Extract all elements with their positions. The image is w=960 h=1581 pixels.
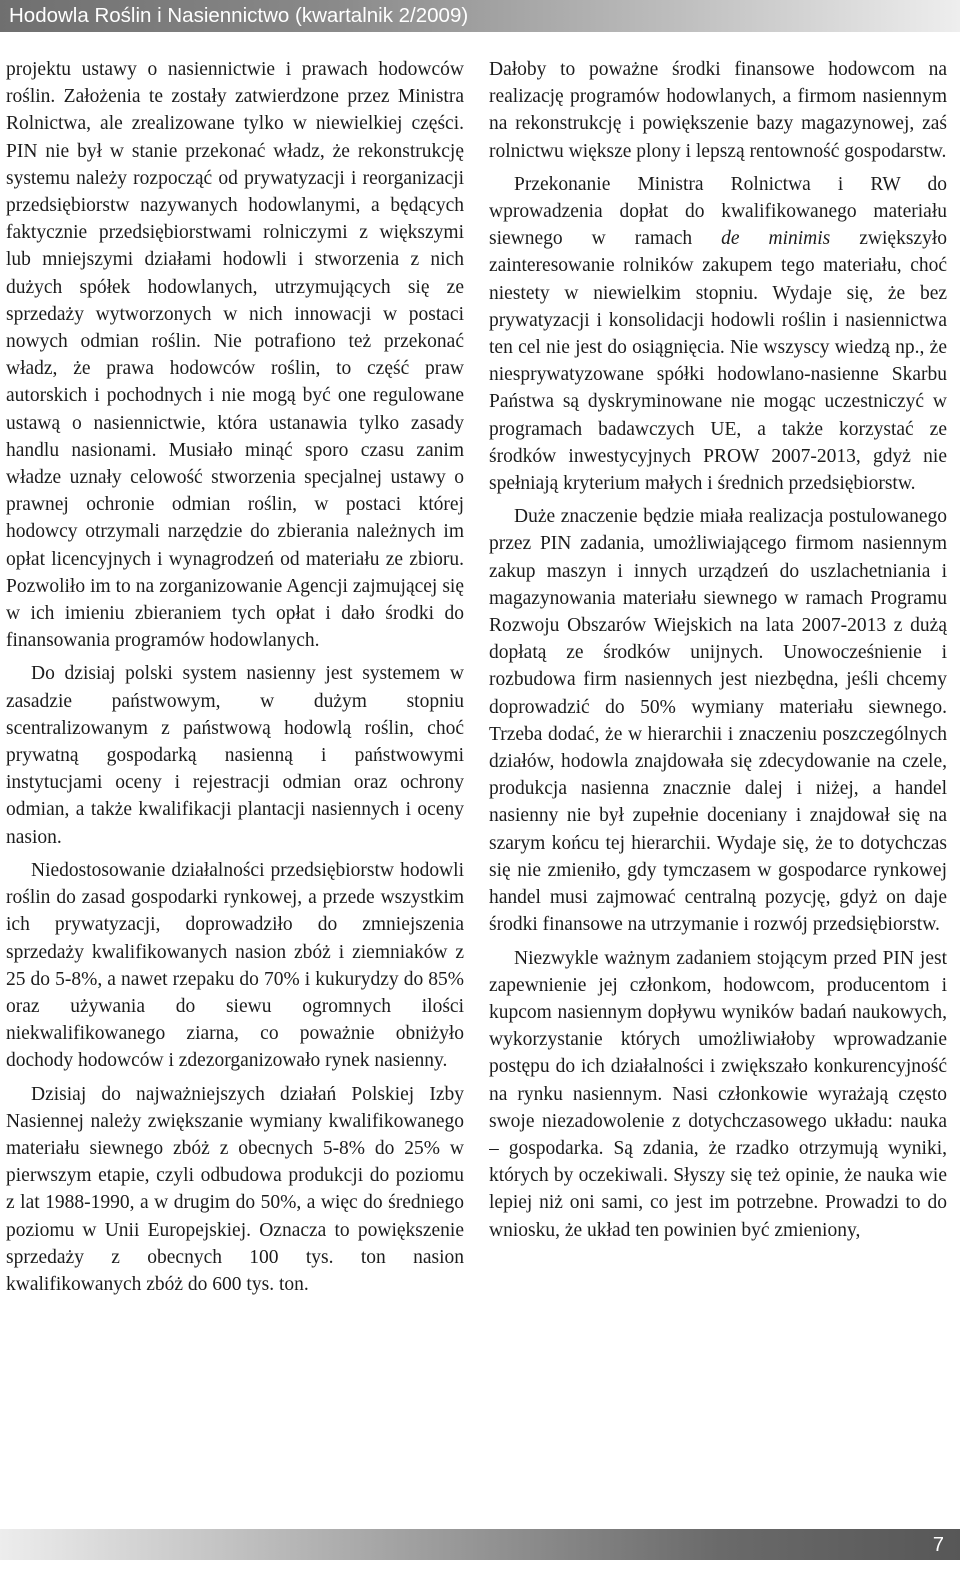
paragraph: projektu ustawy o nasiennictwie i prawach hodowców roślin. Założenia te zostały zatwierdzone przez Ministra Rolnictwa, ale zrealizowane tylko w niewielkiej części. PIN nie był w stanie przekonać władz, że rekonstrukcję systemu należy rozpocząć od prywatyzacji i reorganizacji przedsiębiorstw nazywanych hodowlanymi, a będących faktycznie przedsiębiorstwami rolniczymi z większymi lub mniejszymi działami hodowli i stworzenia z nich dużych spółek hodowlanych, utrzymujących się ze sprzedaży wytworzonych w nich innowacji w postaci nowych odmian roślin. Nie potrafiono też przekonać władz, że prawa hodowców roślin, to część praw autorskich i pochodnych i nie mogą być one regulowane ustawą o nasiennictwie, która ustanawia tylko zasady handlu nasionami. Musiało minąć sporo czasu zanim władze uznały celowość stworzenia specjalnej ustawy o prawnej ochronie odmian roślin, w postaci której hodowcy otrzymali narzędzie do zbierania należnych im opłat licencyjnych i wynagrodzeń od materiału ze zbioru. Pozwoliło im to na zorganizowanie Agencji zajmującej się w ich imieniu zbieraniem tych opłat i dało środki do finansowania programów hodowlanych. <box>6 59 464 652</box>
left-column <box>6 56 464 1486</box>
paragraph-text: zwiększyło zainteresowanie rolników zakupem tego materiału, choć niestety w niewielkim stopniu. Wydaje się, że bez prywatyzacji i konsolidacji hodowli roślin i nasiennictwa ten cel nie jest do osiągnięcia. Nie wszyscy wiedzą np., że niesprywatyzowane spółki hodowlano-nasienne Skarbu Państwa są dyskryminowane nie mogąc uczestniczyć w programach badawczych UE, a także korzystać ze środków inwestycyjnych PROW 2007-2013, gdyż nie spełniają kryterium małych i średnich przedsiębiorstw. <box>489 228 947 495</box>
latin-term: de minimis <box>721 228 831 250</box>
paragraph-text: Przekonanie Ministra Rolnictwa i RW do wprowadzenia dopłat do kwalifikowanego materiału siewnego w ramach <box>489 173 947 250</box>
journal-title: Hodowla Roślin i Nasiennictwo (kwartalnik 2/2009) <box>9 4 469 27</box>
paragraph: Dzisiaj do najważniejszych działań Polskiej Izby Nasiennej należy zwiększanie wymiany kwalifikowanego materiału siewnego zbóż z obecnych 5-8% do 25% w pierwszym etapie, czyli odbudowa produkcji do poziomu z lat 1988-1990, a w drugim do 50%, a więc do średniego poziomu w Unii Europejskiej. Oznacza to powiększenie sprzedaży z obecnych 100 tys. ton nasion kwalifikowanych zbóż do 600 tys. ton. <box>6 1083 464 1295</box>
page-header <box>0 0 960 32</box>
paragraph <box>489 171 947 497</box>
right-column <box>489 56 947 1486</box>
paragraph: Niezwykle ważnym zadaniem stojącym przed PIN jest zapewnienie jej członkom, hodowcom, producentom i kupcom nasiennym dopływu wyników badań naukowych, wykorzystanie których umożliwiałoby wprowadzanie postępu do ich działalności i zwiększało konkurencyjność na rynku nasiennym. Nasi członkowie wyrażają często swoje niezadowolenie z dotychczasowego układu: nauka – gospodarka. Są zdania, że rzadko otrzymują wyniki, których by oczekiwali. Słyszy się też opinie, że nauka wie lepiej niż oni sami, co jest im potrzebne. Prowadzi to do wniosku, że układ ten powinien być zmieniony, <box>489 947 947 1241</box>
page-number: 7 <box>932 1534 944 1556</box>
paragraph: Do dzisiaj polski system nasienny jest systemem w zasadzie państwowym, w dużym stopniu scentralizowanym z państwową hodowlą roślin, choć prywatną gospodarką nasienną i państwowymi instytucjami oceny i rejestracji odmian oraz ochrony odmian, a także kwalifikacji plantacji nasiennych i oceny nasion. <box>6 663 464 848</box>
paragraph: Dałoby to poważne środki finansowe hodowcom na realizację programów hodowlanych, a firmom nasiennym na rekonstrukcję i powiększenie bazy magazynowej, zaś rolnictwu większe plony i lepszą rentowność gospodarstw. <box>489 59 947 162</box>
page-footer <box>0 1529 960 1560</box>
paragraph: Duże znaczenie będzie miała realizacja postulowanego przez PIN zadania, umożliwiającego firmom nasiennym zakup maszyn i innych urządzeń do uszlachetniania i magazynowania materiału siewnego w ramach Programu Rozwoju Obszarów Wiejskich na lata 2007-2013 z dużą dopłatą ze środków unijnych. Unowocześnienie i rozbudowa firm nasiennych jest niezbędna, jeśli chcemy doprowadzić do 50% wymiany materiału siewnego. Trzeba dodać, że w hierarchii i znaczeniu poszczególnych działów, hodowla znajdowała się zdecydowanie na czele, produkcja nasienna znacznie dalej i niżej, a handel nasienny nie był zupełnie doceniany i znajdował się na szarym końcu tej hierarchii. Wydaje się, że to dotychczas się nie zmieniło, gdy tymczasem w gospodarce rynkowej handel musi zajmować centralną pozycję, gdyż on daje środki finansowe na utrzymanie i rozwój przedsiębiorstw. <box>489 506 947 936</box>
paragraph: Niedostosowanie działalności przedsiębiorstw hodowli roślin do zasad gospodarki rynkowej, a przede wszystkim ich prywatyzacji, doprowadziło do zmniejszenia sprzedaży kwalifikowanych nasion zbóż i ziemniaków z 25 do 5-8%, a nawet rzepaku do 70% i kukurydzy do 85% oraz używania do siewu ogromnych ilości niekwalifikowanego ziarna, co poważnie obniżyło dochody hodowców i zdezorganizowało rynek nasienny. <box>6 859 464 1072</box>
